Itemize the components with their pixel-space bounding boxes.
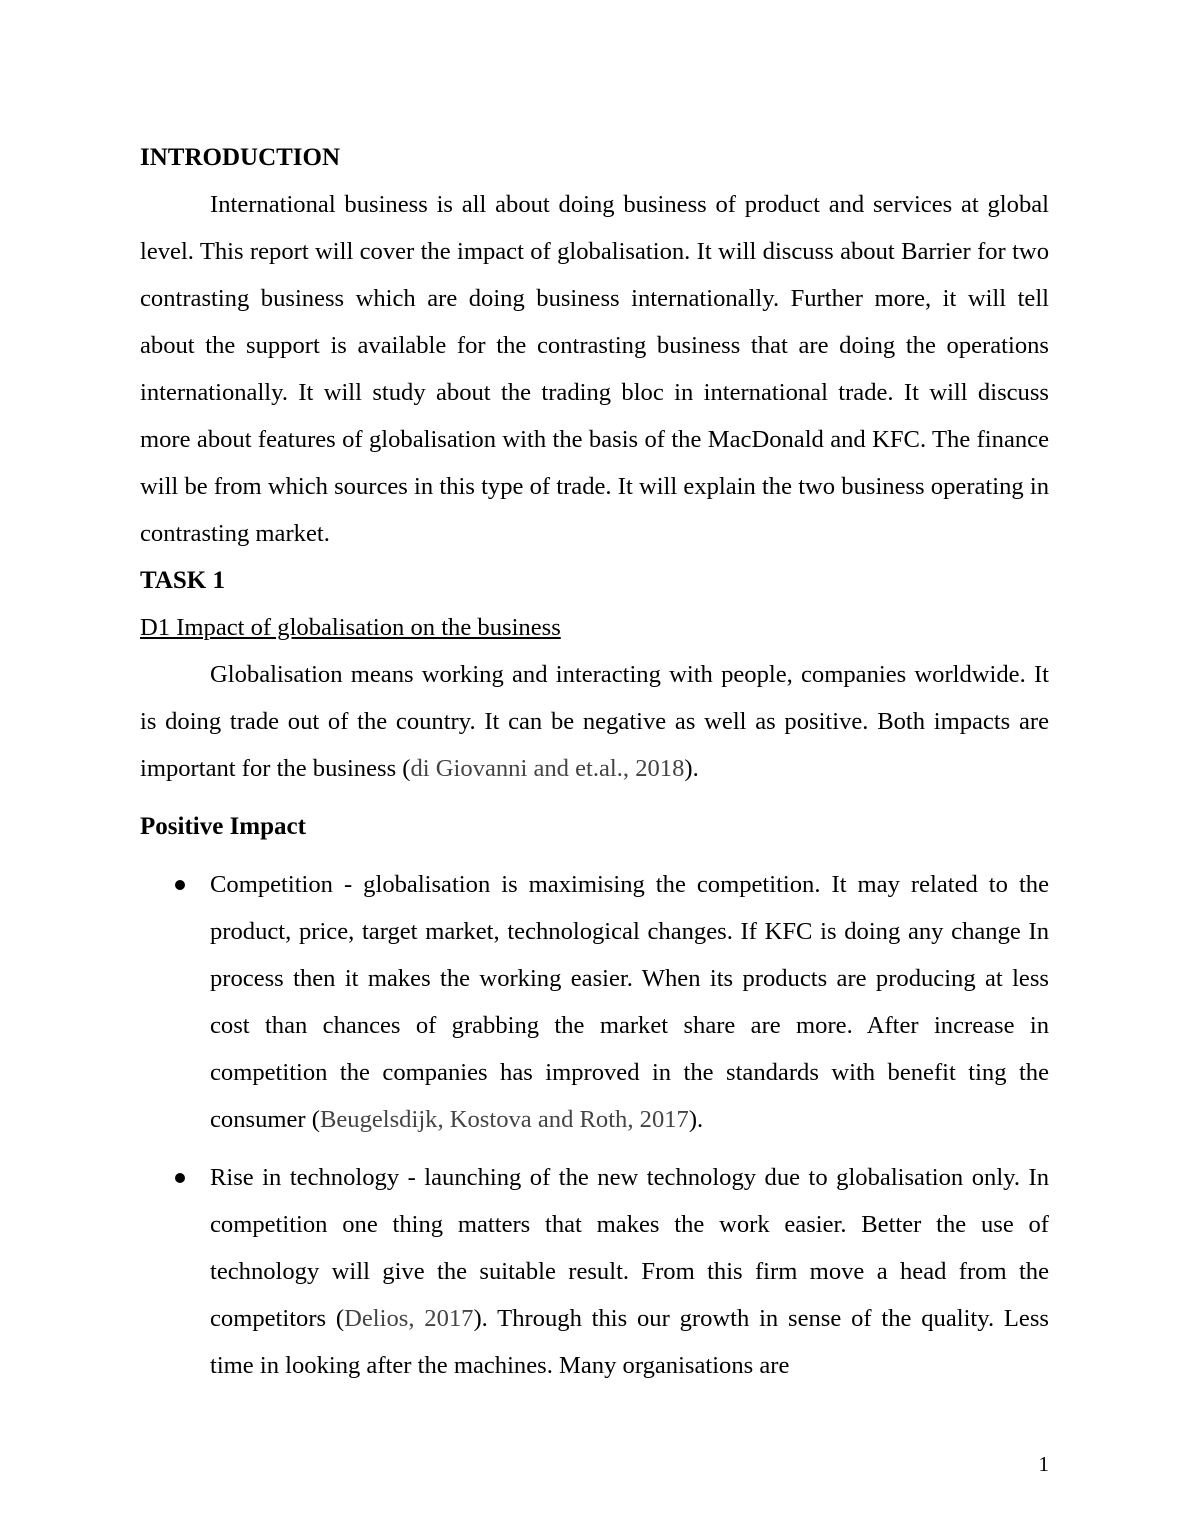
task1-subheading: D1 Impact of globalisation on the business (140, 614, 561, 641)
bullet-text-end: ). Through this our growth in sense of the quality. Less time in looking after the machines. Many organisations are (210, 1305, 1049, 1379)
task1-citation: di Giovanni and et.al., 2018 (410, 755, 685, 782)
bullet-text: Rise in technology - launching of the new technology due to globalisation only. In competition one thing matters that makes the work easier. Better the use of technology will give the suitable result. From this firm move a head from the competitors ( (210, 1164, 1049, 1332)
list-item (140, 1154, 1049, 1389)
introduction-heading: INTRODUCTION (140, 144, 341, 171)
introduction-paragraph: International business is all about doing business of product and services at global level. This report will cover the impact of globalisation. It will discuss about Barrier for two contrasting business which are doing business internationally. Further more, it will tell about the support is available for the contrasting business that are doing the operations internationally. It will study about the trading bloc in international trade. It will discuss more about features of globalisation with the basis of the MacDonald and KFC. The finance will be from which sources in this type of trade. It will explain the two business operating in contrasting market. (140, 191, 1049, 547)
page-number: 1 (1038, 1452, 1049, 1476)
list-item (140, 861, 1049, 1143)
bullet-text: Competition - globalisation is maximising the competition. It may related to the product, price, target market, technological changes. If KFC is doing any change In process then it makes the working easier. When its products are producing at less cost than chances of grabbing the market share are more. After increase in competition the companies has improved in the standards with benefit ting the consumer ( (210, 871, 1049, 1133)
bullet-text-end: ). (688, 1106, 704, 1133)
task1-paragraph-end: ). (684, 755, 699, 782)
bullet-icon (175, 880, 185, 890)
document-page (140, 134, 1049, 1400)
section-gap (140, 792, 1049, 803)
task1-paragraph (140, 651, 1049, 792)
bullet-citation: Delios, 2017 (344, 1305, 474, 1332)
positive-impact-heading: Positive Impact (140, 813, 306, 840)
bullet-citation: Beugelsdijk, Kostova and Roth, 2017 (319, 1106, 689, 1133)
bullet-icon (175, 1173, 185, 1183)
positive-impact-list (140, 861, 1049, 1389)
section-gap (140, 850, 1049, 861)
task1-heading: TASK 1 (140, 567, 225, 594)
task1-paragraph-text: Globalisation means working and interacting with people, companies worldwide. It is doing trade out of the country. It can be negative as well as positive. Both impacts are important for the business ( (140, 661, 1049, 782)
